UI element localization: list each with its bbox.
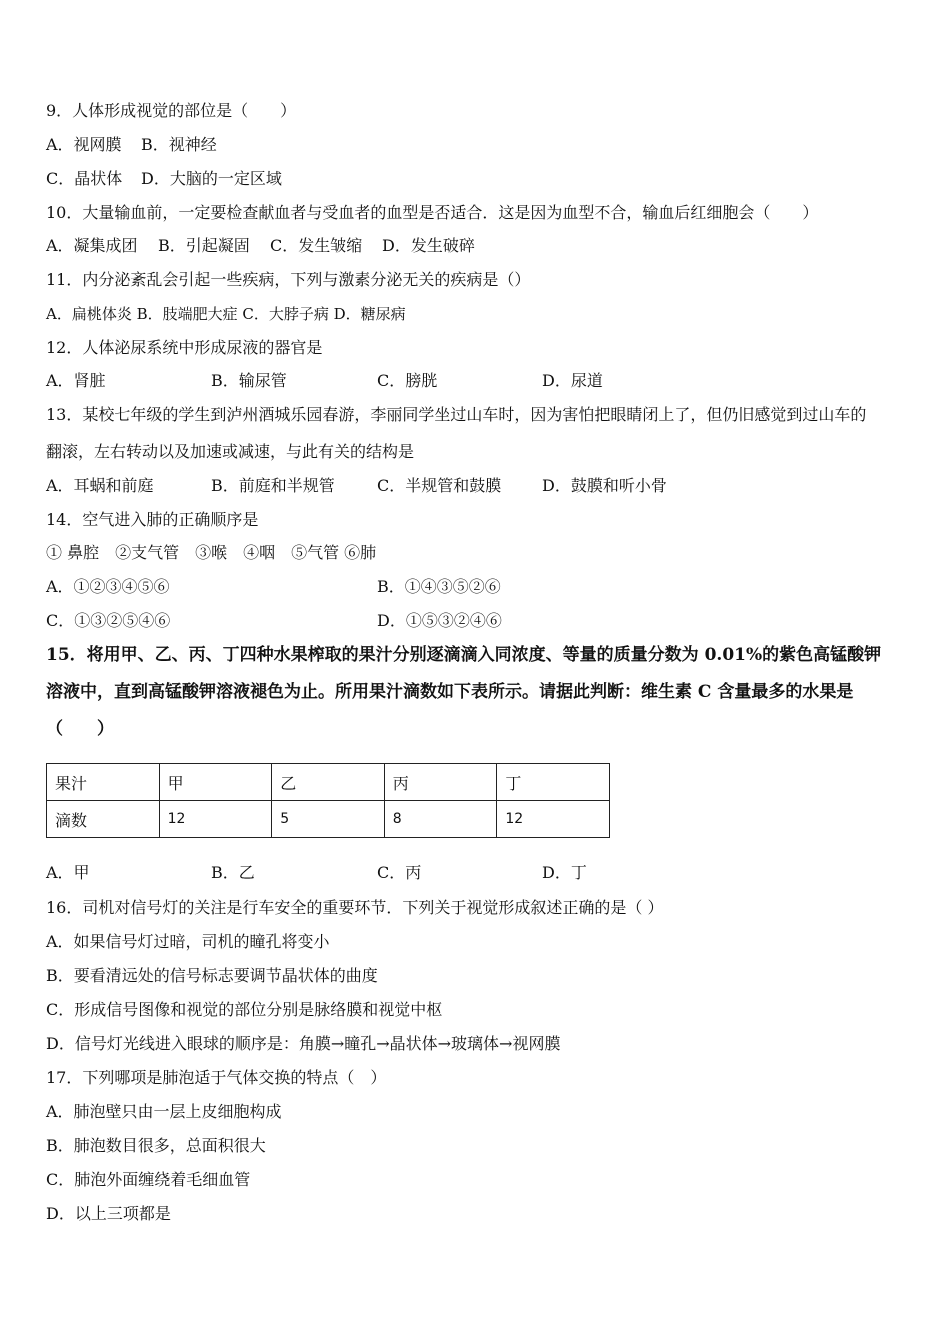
q15-option-d: D．丁 bbox=[542, 863, 587, 882]
q12-option-b: B．输尿管 bbox=[211, 371, 287, 390]
q10-option-d: D．发生破碎 bbox=[382, 236, 475, 255]
q11-options: A．扁桃体炎 B．肢端肥大症 C．大脖子病 D．糖尿病 bbox=[46, 305, 406, 323]
q16-option-b: B．要看清远处的信号标志要调节晶状体的曲度 bbox=[46, 966, 378, 985]
q16-stem: 16．司机对信号灯的关注是行车安全的重要环节．下列关于视觉形成叙述正确的是（ ） bbox=[46, 898, 664, 917]
q15-stem-line3: （ ） bbox=[46, 719, 114, 739]
q9-option-a: A．视网膜 bbox=[46, 135, 122, 154]
q17-option-b: B．肺泡数目很多，总面积很大 bbox=[46, 1136, 266, 1155]
q14-option-b: B．①④③⑤②⑥ bbox=[377, 577, 501, 596]
q10-stem: 10．大量输血前，一定要检查献血者与受血者的血型是否适合．这是因为血型不合，输血后红细胞会（ ） bbox=[46, 203, 819, 222]
table-cell: 果汁 bbox=[47, 764, 160, 801]
table-cell: 乙 bbox=[272, 764, 385, 801]
table-cell: 12 bbox=[497, 801, 610, 838]
table-cell: 8 bbox=[384, 801, 497, 838]
q12-option-c: C．膀胱 bbox=[377, 371, 438, 390]
q13-option-a: A．耳蜗和前庭 bbox=[46, 476, 154, 495]
juice-drops-table bbox=[46, 763, 610, 838]
table-cell: 滴数 bbox=[47, 801, 160, 838]
q17-option-c: C．肺泡外面缠绕着毛细血管 bbox=[46, 1170, 251, 1189]
table-cell: 5 bbox=[272, 801, 385, 838]
q12-option-d: D．尿道 bbox=[542, 371, 603, 390]
q17-option-a: A．肺泡壁只由一层上皮细胞构成 bbox=[46, 1102, 282, 1121]
table-cell: 丙 bbox=[384, 764, 497, 801]
q9-option-c: C．晶状体 bbox=[46, 169, 123, 188]
q9-stem: 9．人体形成视觉的部位是（ ） bbox=[46, 101, 297, 120]
table-row bbox=[47, 801, 610, 838]
q15-stem-line1: 15．将用甲、乙、丙、丁四种水果榨取的果汁分别逐滴滴入同浓度、等量的质量分数为 0.01%的紫色高锰酸钾 bbox=[46, 645, 882, 665]
q13-stem-line1: 13．某校七年级的学生到泸州酒城乐园春游，李丽同学坐过山车时，因为害怕把眼睛闭上了，但仍旧感觉到过山车的 bbox=[46, 405, 867, 424]
q14-items: ① 鼻腔 ②支气管 ③喉 ④咽 ⑤气管 ⑥肺 bbox=[46, 543, 377, 562]
q13-option-b: B．前庭和半规管 bbox=[211, 476, 335, 495]
q15-option-c: C．丙 bbox=[377, 863, 422, 882]
q9-option-d: D．大脑的一定区域 bbox=[141, 169, 282, 188]
q14-option-a: A．①②③④⑤⑥ bbox=[46, 577, 170, 596]
q13-stem-line2: 翻滚，左右转动以及加速或减速，与此有关的结构是 bbox=[46, 442, 415, 461]
q15-option-a: A．甲 bbox=[46, 863, 90, 882]
q16-option-d: D．信号灯光线进入眼球的顺序是：角膜→瞳孔→晶状体→玻璃体→视网膜 bbox=[46, 1034, 561, 1053]
table-cell: 甲 bbox=[159, 764, 272, 801]
q10-option-a: A．凝集成团 bbox=[46, 236, 138, 255]
q13-option-c: C．半规管和鼓膜 bbox=[377, 476, 502, 495]
q14-option-d: D．①⑤③②④⑥ bbox=[377, 611, 502, 630]
q11-stem: 11．内分泌紊乱会引起一些疾病，下列与激素分泌无关的疾病是（） bbox=[46, 270, 531, 289]
q14-stem: 14．空气进入肺的正确顺序是 bbox=[46, 510, 259, 529]
q10-option-c: C．发生皱缩 bbox=[270, 236, 363, 255]
q10-option-b: B．引起凝固 bbox=[158, 236, 250, 255]
q9-option-b: B．视神经 bbox=[141, 135, 217, 154]
table-cell: 12 bbox=[159, 801, 272, 838]
table-header-row bbox=[47, 764, 610, 801]
q16-option-a: A．如果信号灯过暗，司机的瞳孔将变小 bbox=[46, 932, 330, 951]
q13-option-d: D．鼓膜和听小骨 bbox=[542, 476, 667, 495]
q17-option-d: D．以上三项都是 bbox=[46, 1204, 171, 1223]
q15-option-b: B．乙 bbox=[211, 863, 255, 882]
q15-stem-line2: 溶液中，直到高锰酸钾溶液褪色为止。所用果汁滴数如下表所示。请据此判断：维生素 C 含量最多的水果是 bbox=[46, 682, 854, 702]
q12-stem: 12．人体泌尿系统中形成尿液的器官是 bbox=[46, 338, 323, 357]
q12-option-a: A．肾脏 bbox=[46, 371, 106, 390]
q14-option-c: C．①③②⑤④⑥ bbox=[46, 611, 171, 630]
q16-option-c: C．形成信号图像和视觉的部位分别是脉络膜和视觉中枢 bbox=[46, 1000, 443, 1019]
q17-stem: 17．下列哪项是肺泡适于气体交换的特点（ ） bbox=[46, 1068, 387, 1087]
table-cell: 丁 bbox=[497, 764, 610, 801]
